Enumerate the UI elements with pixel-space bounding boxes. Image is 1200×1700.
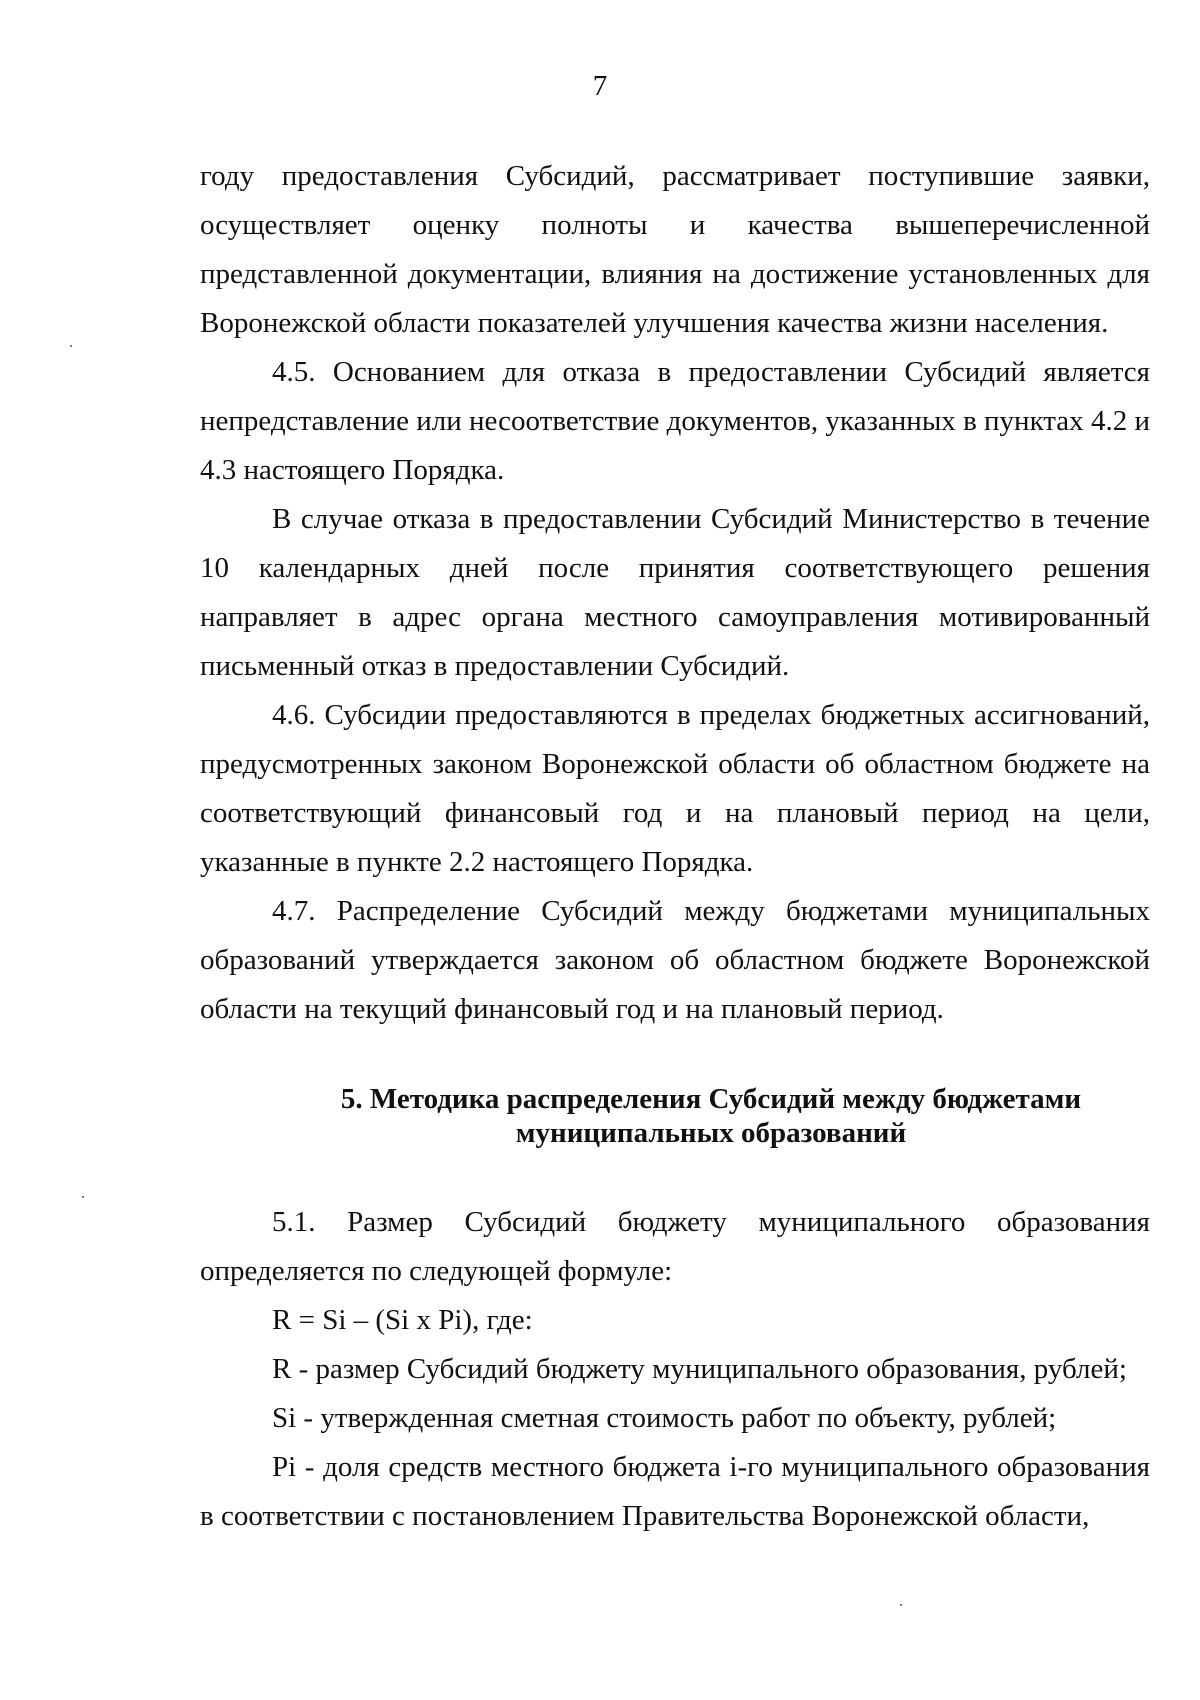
page-number: 7: [592, 70, 608, 102]
scan-speck: [900, 1604, 902, 1606]
definition-r: R - размер Субсидий бюджету муниципального образования, рублей;: [272, 1353, 1127, 1385]
paragraph-refusal: В случае отказа в предоставлении Субсидий Министерство в течение 10 календарных дней после принятия соответствующего решения направляет в адрес органа местного самоуправления мотивированный письменный отказ в предоставлении Субсидий.: [200, 503, 1150, 682]
section-5-heading-line-2: муниципальных образований: [515, 1117, 907, 1149]
paragraph-4-7: 4.7. Распределение Субсидий между бюджетами муниципальных образований утверждается законом об областном бюджете Воронежской области на текущий финансовый год и на плановый период.: [200, 895, 1150, 1025]
document-body: [200, 152, 1150, 1541]
paragraph-4-6: 4.6. Субсидии предоставляются в пределах бюджетных ассигнований, предусмотренных законом Воронежской области об областном бюджете на соответствующий финансовый год и на плановый период на цели, указанные в пункте 2.2 настоящего Порядка.: [200, 699, 1150, 878]
definition-pi: Pi - доля средств местного бюджета i-го муниципального образования в соответствии с постановлением Правительства Воронежской области,: [200, 1451, 1150, 1532]
section-5-heading: [200, 1082, 1150, 1150]
paragraph-4-5: 4.5. Основанием для отказа в предоставлении Субсидий является непредставление или несоответствие документов, указанных в пунктах 4.2 и 4.3 настоящего Порядка.: [200, 356, 1150, 486]
paragraph-continuation: году предоставления Субсидий, рассматривает поступившие заявки, осуществляет оценку полноты и качества вышеперечисленной представленной документации, влияния на достижение установленных для Воронежской области показателей улучшения качества жизни населения.: [200, 160, 1150, 339]
section-5-heading-line-1: 5. Методика распределения Субсидий между бюджетами: [340, 1083, 1082, 1115]
scan-speck: [70, 345, 72, 347]
formula: R = Si – (Si x Pi), где:: [272, 1304, 533, 1336]
scan-speck: [82, 1196, 84, 1198]
definition-si: Si - утвержденная сметная стоимость работ по объекту, рублей;: [272, 1402, 1057, 1434]
paragraph-5-1: 5.1. Размер Субсидий бюджету муниципального образования определяется по следующей формуле:: [200, 1206, 1150, 1287]
